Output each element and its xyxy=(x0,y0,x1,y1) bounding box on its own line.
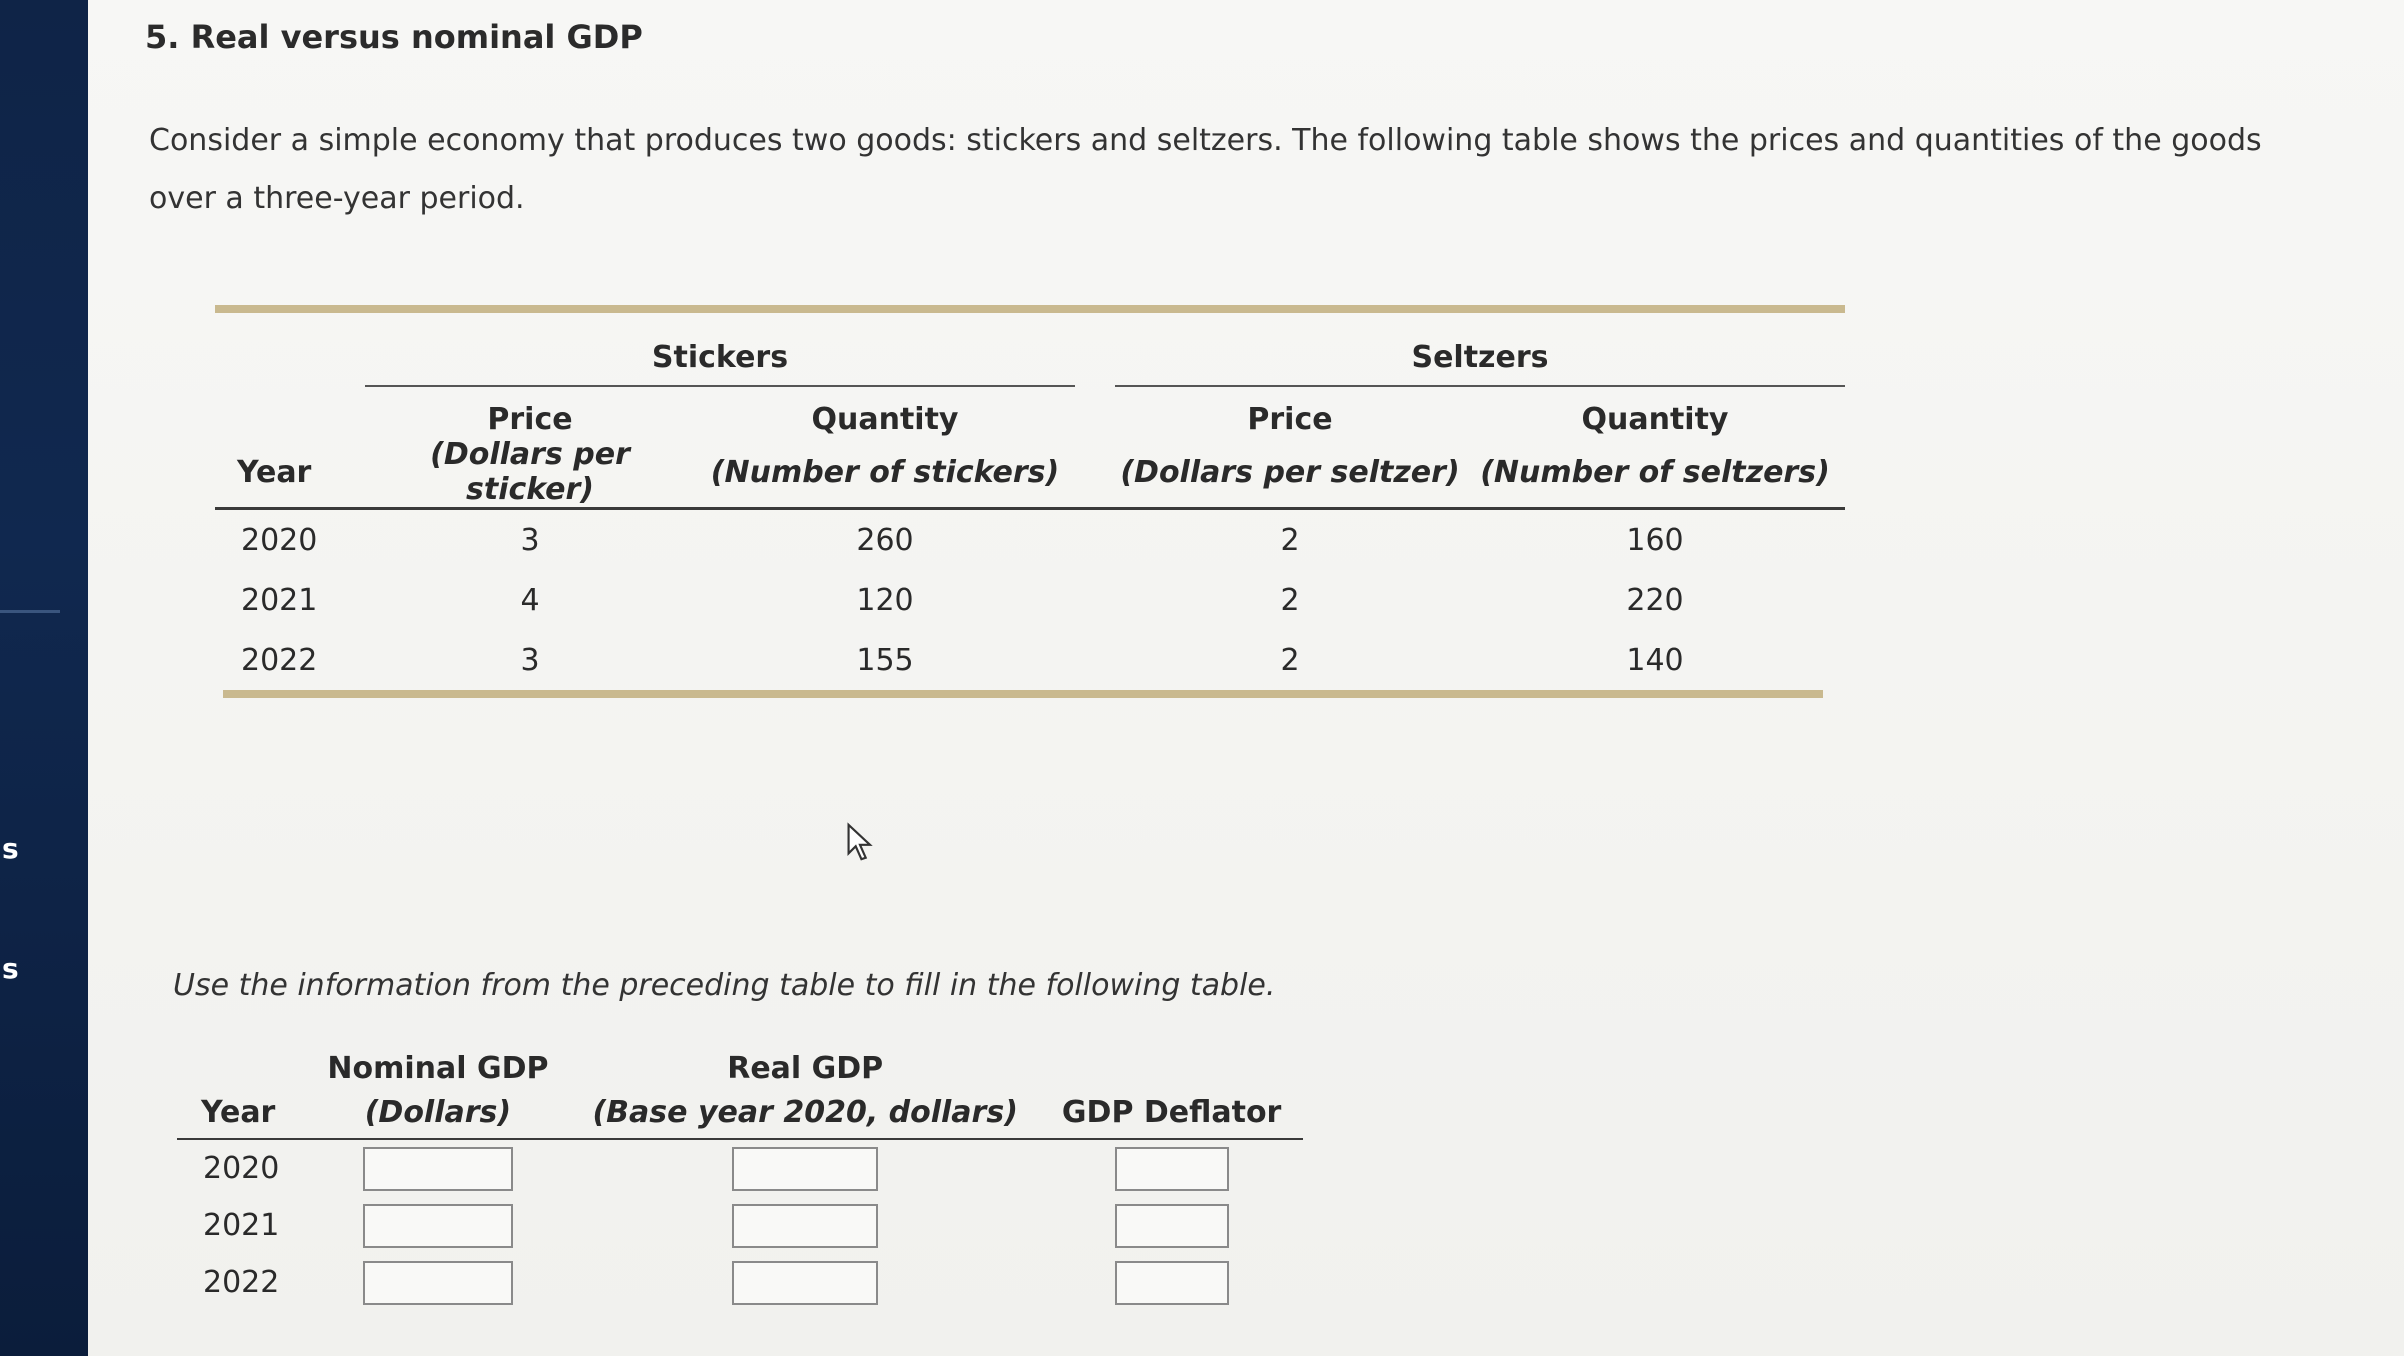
sticker-price-cell: 4 xyxy=(520,582,540,618)
gdp-deflator-input-2020[interactable] xyxy=(1115,1147,1229,1191)
sidebar-mark[interactable]: s xyxy=(2,832,19,865)
row-year: 2021 xyxy=(241,582,318,618)
seltzer-quantity-cell: 140 xyxy=(1626,642,1684,678)
gdp-deflator-input-2022[interactable] xyxy=(1115,1261,1229,1305)
real-gdp-input-2022[interactable] xyxy=(732,1261,878,1305)
left-sidebar xyxy=(0,0,88,1356)
price-quantity-table xyxy=(215,305,1845,698)
sticker-quantity-cell: 155 xyxy=(856,642,914,678)
data-table xyxy=(215,313,1845,690)
table-row xyxy=(215,509,1845,571)
table-top-rule xyxy=(215,305,1845,313)
group-header-seltzers: Seltzers xyxy=(1115,313,1845,386)
table-row xyxy=(215,630,1845,690)
answer-table xyxy=(177,1040,1303,1311)
unit-real-gdp: (Base year 2020, dollars) xyxy=(570,1086,1039,1139)
sidebar-mark[interactable]: s xyxy=(2,952,19,985)
unit-nominal-gdp: (Dollars) xyxy=(305,1086,570,1139)
col-header-sticker-quantity: Quantity xyxy=(811,402,959,437)
row-year: 2022 xyxy=(203,1265,280,1300)
seltzer-price-cell: 2 xyxy=(1280,642,1300,678)
col-header-sticker-price: Price xyxy=(487,402,573,437)
row-year: 2021 xyxy=(203,1208,280,1243)
col-header-nominal-gdp: Nominal GDP xyxy=(327,1051,549,1086)
col-header-year: Year xyxy=(215,437,365,509)
unit-sticker-quantity: (Number of stickers) xyxy=(695,437,1075,509)
col-header-gdp-deflator: GDP Deflator xyxy=(1040,1086,1303,1139)
col-header-real-gdp: Real GDP xyxy=(727,1051,884,1086)
unit-sticker-price: (Dollars per sticker) xyxy=(365,437,695,509)
seltzer-price-cell: 2 xyxy=(1280,582,1300,618)
col-header-seltzer-quantity: Quantity xyxy=(1581,402,1729,437)
sticker-price-cell: 3 xyxy=(520,522,540,558)
row-year: 2022 xyxy=(241,642,318,678)
nominal-gdp-input-2020[interactable] xyxy=(363,1147,513,1191)
table-row xyxy=(177,1197,1303,1254)
row-year: 2020 xyxy=(241,522,318,558)
question-title: 5. Real versus nominal GDP xyxy=(145,18,643,56)
nominal-gdp-input-2022[interactable] xyxy=(363,1261,513,1305)
nominal-gdp-input-2021[interactable] xyxy=(363,1204,513,1248)
real-gdp-input-2021[interactable] xyxy=(732,1204,878,1248)
row-year: 2020 xyxy=(203,1151,280,1186)
gdp-answer-table xyxy=(177,1040,1303,1311)
sticker-quantity-cell: 260 xyxy=(856,522,914,558)
question-intro: Consider a simple economy that produces two goods: stickers and seltzers. The following table shows the prices and quantities of the goods over a three-year period. xyxy=(149,123,2262,216)
col-header-seltzer-price: Price xyxy=(1247,402,1333,437)
table-row xyxy=(177,1254,1303,1311)
table-row xyxy=(215,570,1845,630)
real-gdp-input-2020[interactable] xyxy=(732,1147,878,1191)
sticker-price-cell: 3 xyxy=(520,642,540,678)
unit-seltzer-quantity: (Number of seltzers) xyxy=(1465,437,1845,509)
seltzer-quantity-cell: 220 xyxy=(1626,582,1684,618)
table-bottom-rule xyxy=(223,690,1823,698)
mouse-pointer-icon xyxy=(845,822,875,862)
table-row xyxy=(177,1139,1303,1197)
col-header-year: Year xyxy=(177,1086,305,1139)
gdp-deflator-input-2021[interactable] xyxy=(1115,1204,1229,1248)
sidebar-divider xyxy=(0,610,60,613)
fill-in-instruction: Use the information from the preceding table to fill in the following table. xyxy=(173,968,1276,1003)
seltzer-quantity-cell: 160 xyxy=(1626,522,1684,558)
group-header-stickers: Stickers xyxy=(365,313,1075,386)
sticker-quantity-cell: 120 xyxy=(856,582,914,618)
unit-seltzer-price: (Dollars per seltzer) xyxy=(1115,437,1465,509)
seltzer-price-cell: 2 xyxy=(1280,522,1300,558)
